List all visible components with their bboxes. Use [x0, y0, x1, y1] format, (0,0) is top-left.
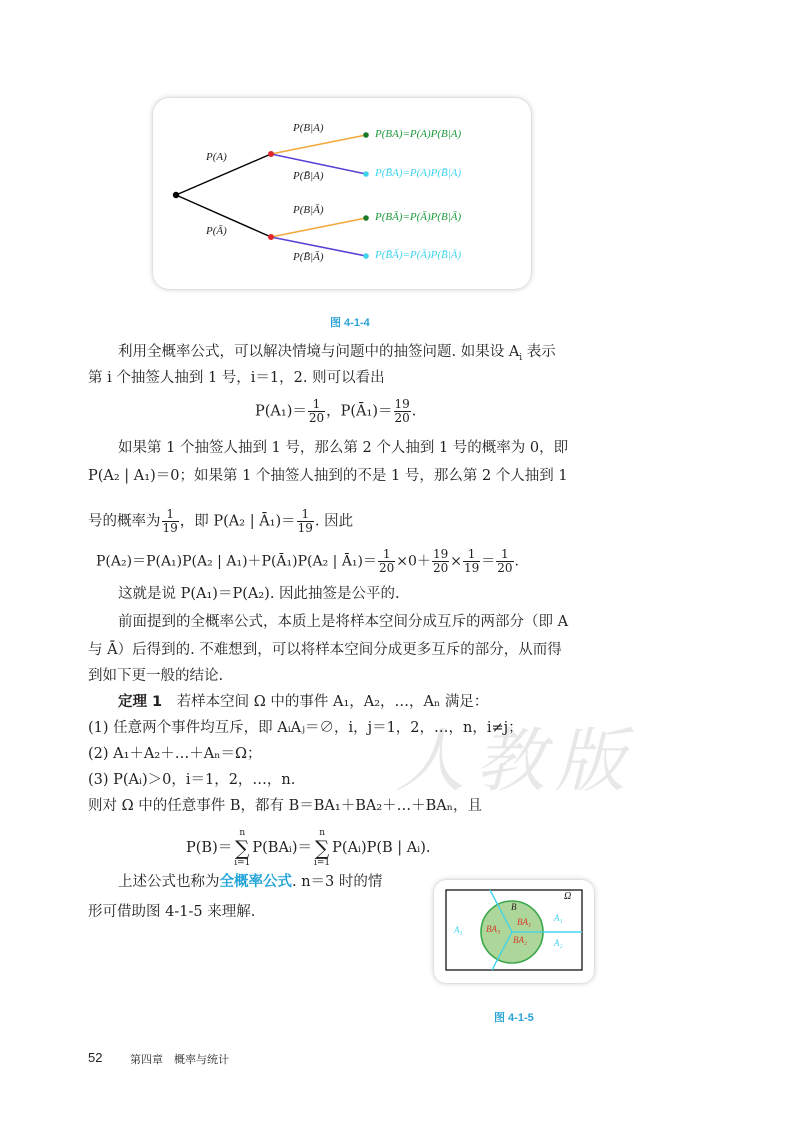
ba1-label: BA₁	[517, 917, 532, 927]
outcome-4: P(B̄Ā)=P(Ā)P(B̄|Ā)	[375, 249, 462, 261]
condition-3: (3) P(Aᵢ)＞0，i＝1，2，…，n.	[88, 772, 296, 788]
b-label: B	[511, 902, 517, 912]
label-pabar: P(Ā)	[206, 225, 227, 237]
paragraph-2c: 号的概率为 $\frac{1}{19}$ ，即 P(A₂ | Ā₁)＝ $\frac{1}{19}$ . 因此	[88, 507, 354, 535]
theorem-1: 定理 1 若样本空间 Ω 中的事件 A₁，A₂，…，Aₙ 满足：	[118, 694, 489, 710]
outcome-2: P(B̄A)=P(A)P(B̄|A)	[375, 167, 462, 179]
page-number: 52	[88, 1050, 103, 1065]
paragraph-4a: 前面提到的全概率公式，本质上是将样本空间分成互斥的两部分（即 A	[118, 614, 569, 630]
paragraph-2a: 如果第 1 个抽签人抽到 1 号，那么第 2 个人抽到 1 号的概率为 0，即	[118, 440, 569, 456]
paragraph-2b: P(A₂ | A₁)＝0；如果第 1 个抽签人抽到的不是 1 号，那么第 2 个人抽到 1	[88, 468, 568, 484]
paragraph-4c: 到如下更一般的结论.	[88, 668, 224, 684]
a1-label: A₁	[554, 913, 563, 923]
figure2-caption: 图 4-1-5	[494, 1012, 534, 1024]
equation-2: P(A₂)＝P(A₁)P(A₂ | A₁)＋P(Ā₁)P(A₂ | Ā₁)＝ $\frac{1}{20}$ ×0＋ $\frac{19}{20}$ × $\frac{1}{19}$ ＝ $\frac{1}{20}$ .	[96, 547, 519, 575]
paragraph-1a: 利用全概率公式，可以解决情境与问题中的抽签问题. 如果设 $A_i$ 表示	[118, 344, 556, 363]
leaf-bbar-a	[363, 171, 369, 177]
term-total-probability: 全概率公式	[219, 873, 292, 890]
paragraph-4b: 与 Ā）后得到的. 不难想到，可以将样本空间分成更多互斥的部分，从而得	[88, 642, 562, 658]
tree-diagram	[153, 98, 531, 289]
figure1-caption: 图 4-1-4	[330, 317, 370, 329]
condition-2: (2) A₁＋A₂＋…＋Aₙ＝Ω；	[88, 746, 262, 762]
equation-3: P(B)＝n ∑ i=1P(BAᵢ)＝n ∑ i=1P(Aᵢ)P(B | Aᵢ).	[186, 828, 431, 868]
node-a	[268, 151, 274, 157]
omega-label: Ω	[564, 891, 572, 902]
leaf-ba	[363, 132, 369, 138]
outcome-1: P(BA)=P(A)P(B|A)	[375, 128, 462, 140]
label-pb-abar: P(B|Ā)	[293, 204, 324, 216]
paragraph-5b: 形可借助图 4-1-5 来理解.	[88, 904, 256, 920]
outcome-3: P(BĀ)=P(Ā)P(B|Ā)	[375, 211, 462, 223]
chapter-title: 第四章 概率与统计	[130, 1053, 229, 1066]
node-root	[173, 192, 179, 198]
paragraph-3: 这就是说 P(A₁)＝P(A₂). 因此抽签是公平的.	[118, 586, 400, 602]
leaf-b-abar	[363, 215, 369, 221]
leaf-bbar-abar	[363, 253, 369, 259]
equation-1: P(A₁)＝ $\frac{1}{20}$ ，P(Ā₁)＝ $\frac{19}{20}$ .	[255, 397, 417, 425]
a3-label: A₃	[454, 925, 463, 935]
theorem-label: 定理 1	[118, 694, 163, 710]
partition-diagram-frame	[434, 880, 594, 983]
ba2-label: BA₂	[513, 935, 528, 945]
label-pb-a: P(B|A)	[293, 122, 324, 134]
label-pa: P(A)	[206, 151, 227, 163]
label-pbbar-abar: P(B̄|Ā)	[293, 251, 324, 263]
paragraph-1b: 第 i 个抽签人抽到 1 号，i＝1，2. 则可以看出	[88, 370, 385, 386]
node-abar	[268, 234, 274, 240]
condition-1: (1) 任意两个事件均互斥，即 AᵢAⱼ＝∅，i，j＝1，2，…，n，i≠j；	[88, 720, 523, 736]
watermark: 人教版	[395, 720, 635, 802]
ba3-label: BA₃	[486, 924, 501, 934]
branch-a-b	[271, 135, 366, 154]
tree-diagram-frame	[153, 98, 531, 289]
condition-4: 则对 Ω 中的任意事件 B，都有 B＝BA₁＋BA₂＋…＋BAₙ，且	[88, 798, 483, 814]
branch-abar-b	[271, 218, 366, 237]
paragraph-5a: 上述公式也称为全概率公式. n＝3 时的情	[118, 873, 383, 890]
a2-label: A₂	[554, 938, 563, 948]
label-pbbar-a: P(B̄|A)	[293, 170, 324, 182]
